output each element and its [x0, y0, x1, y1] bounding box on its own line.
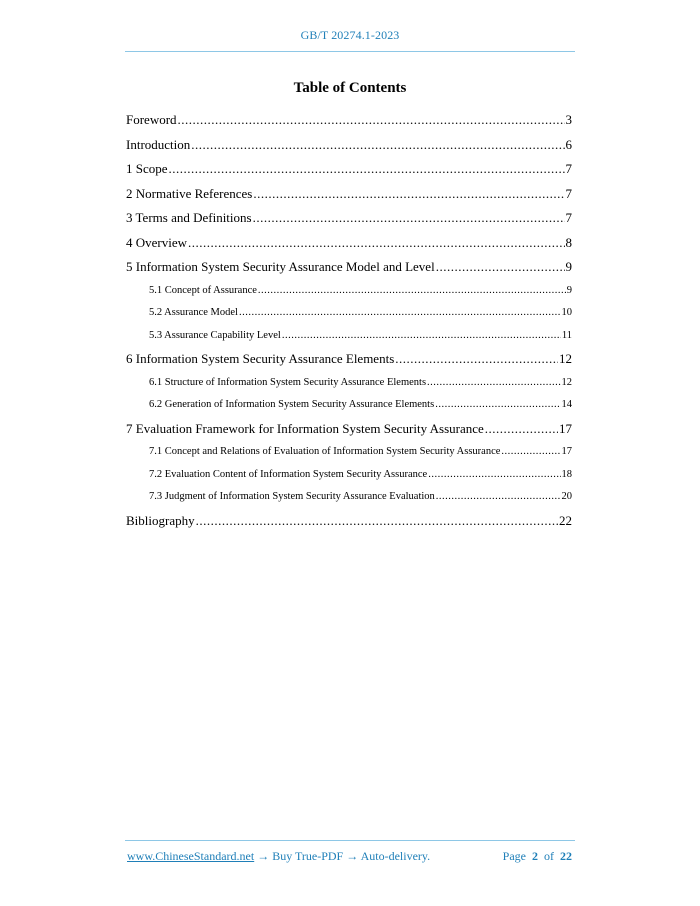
page-title: Table of Contents: [293, 80, 407, 96]
toc-entry-page: 17: [559, 420, 572, 436]
page-of: of: [544, 849, 554, 863]
toc-entry-page: 17: [561, 446, 572, 457]
page-footer: [127, 849, 572, 864]
toc-entry[interactable]: [126, 374, 572, 397]
toc-entry-page: 7: [565, 185, 572, 201]
toc-entry-page: 14: [561, 399, 572, 410]
toc-entry[interactable]: [126, 443, 572, 466]
toc-entry[interactable]: [126, 304, 572, 327]
footer-promo: [127, 849, 430, 864]
dot-leader: [169, 160, 565, 178]
toc-entry-page: 7: [565, 210, 572, 225]
toc-entry-title: Bibliography: [126, 512, 195, 528]
right-arrow-icon: →: [346, 849, 359, 863]
toc-entry-page: 11: [561, 329, 572, 341]
toc-entry-title: 3 Terms and Definitions: [126, 210, 252, 225]
dot-leader: [258, 283, 566, 299]
toc-entry-page: 12: [559, 351, 572, 366]
toc-entry-title: 7.2 Evaluation Content of Information System Security Assurance: [149, 468, 428, 480]
toc-entry[interactable]: [126, 511, 572, 536]
toc-entry[interactable]: [126, 159, 572, 184]
toc-entry[interactable]: [126, 184, 572, 209]
toc-entry-title: 5 Information System Security Assurance Model and Level: [126, 259, 435, 274]
dot-leader: [427, 375, 560, 391]
dot-leader: [501, 444, 560, 460]
dot-leader: [191, 136, 564, 154]
toc-entry-page: 7: [565, 161, 572, 176]
toc-entry-title: Introduction: [126, 136, 191, 152]
toc-entry-title: Foreword: [126, 112, 177, 127]
toc-entry-page: 9: [565, 259, 572, 274]
toc-entry[interactable]: [126, 282, 572, 305]
dot-leader: [188, 234, 564, 252]
toc-entry-title: 4 Overview: [126, 234, 188, 250]
toc-entry[interactable]: [126, 110, 572, 135]
footer-divider: [125, 840, 575, 841]
toc-entry-page: 12: [561, 376, 572, 388]
toc-entry-title: 7.3 Judgment of Information System Security Assurance Evaluation: [149, 491, 435, 502]
toc-entry[interactable]: [126, 349, 572, 374]
dot-leader: [485, 420, 558, 438]
buy-true-pdf-text: Buy True-PDF: [272, 849, 344, 863]
dot-leader: [428, 467, 560, 483]
toc-entry-page: 8: [565, 234, 572, 250]
toc-entry-title: 5.1 Concept of Assurance: [149, 284, 257, 296]
dot-leader: [435, 397, 560, 413]
auto-delivery-text: Auto-delivery.: [360, 849, 431, 863]
dot-leader: [253, 185, 564, 203]
toc-entry-title: 6 Information System Security Assurance Elements: [126, 351, 395, 366]
toc-entry-page: 18: [561, 468, 572, 480]
dot-leader: [239, 305, 561, 321]
toc-entry[interactable]: [126, 208, 572, 233]
toc-entry-title: 6.1 Structure of Information System Security Assurance Elements: [149, 376, 427, 388]
toc-entry-page: 20: [561, 491, 572, 502]
page-total: 22: [560, 849, 572, 863]
toc-entry[interactable]: [126, 396, 572, 419]
toc-entry-title: 7 Evaluation Framework for Information System Security Assurance: [126, 420, 484, 436]
toc-entry-title: 7.1 Concept and Relations of Evaluation of Information System Security Assurance: [149, 446, 501, 457]
dot-leader: [282, 328, 561, 344]
toc-entry-title: 1 Scope: [126, 161, 168, 176]
toc-entry-page: 22: [559, 512, 572, 528]
toc-entry[interactable]: [126, 233, 572, 258]
dot-leader: [395, 350, 558, 368]
document-number-header: GB/T 20274.1-2023: [300, 28, 400, 42]
right-arrow-icon: →: [257, 849, 270, 863]
toc-entry[interactable]: [126, 466, 572, 489]
website-link[interactable]: www.ChineseStandard.net: [127, 849, 255, 863]
toc-entry[interactable]: [126, 135, 572, 160]
page-current: 2: [532, 849, 538, 863]
toc-entry[interactable]: [126, 257, 572, 282]
toc-entry[interactable]: [126, 327, 572, 350]
dot-leader: [196, 512, 558, 530]
dot-leader: [436, 258, 565, 276]
toc-entry-title: 5.3 Assurance Capability Level: [149, 329, 281, 341]
toc-entry-page: 10: [561, 307, 572, 318]
dot-leader: [178, 111, 565, 129]
toc-entry-title: 5.2 Assurance Model: [149, 307, 238, 318]
toc-entry-title: 2 Normative References: [126, 185, 253, 201]
toc-entry[interactable]: [126, 419, 572, 444]
header-divider: [125, 51, 575, 52]
toc-entry-page: 9: [566, 284, 572, 296]
toc-entry-page: 6: [565, 136, 572, 152]
page-number: [503, 849, 572, 864]
toc-entry[interactable]: [126, 488, 572, 511]
dot-leader: [436, 489, 561, 505]
toc-entry-title: 6.2 Generation of Information System Security Assurance Elements: [149, 399, 435, 410]
dot-leader: [253, 209, 565, 227]
toc-entry-page: 3: [565, 112, 572, 127]
table-of-contents: [126, 110, 572, 535]
page-label: Page: [502, 849, 526, 863]
